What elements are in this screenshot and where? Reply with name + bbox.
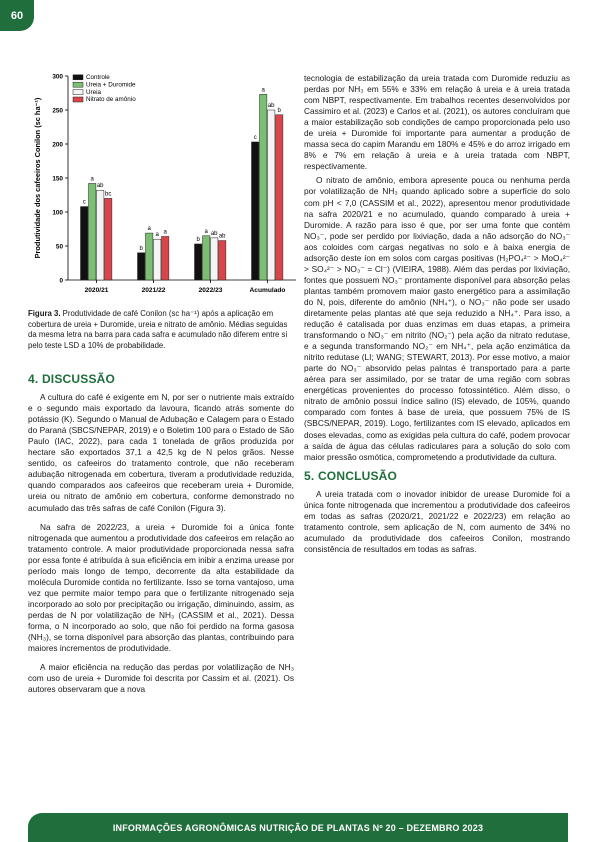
bar-letter: b (277, 107, 281, 114)
legend-label: Ureia + Duromide (86, 81, 136, 89)
x-tick-label: 2020/21 (84, 287, 109, 294)
y-axis-label: Produtividade dos cafeeiros Conilon (sc ha⁻¹) (33, 97, 42, 259)
caption-text: Produtividade de café Conilon (sc ha⁻¹) após a aplicação em cobertura de ureia + Duromide, ureia e nitrato de amônio. Médias seguidas da mesma letra na barra para cada safra e acumulado não diferem entre si pelo teste LSD a 10% de probabilidade. (28, 309, 288, 350)
bar-letter: ab (96, 183, 104, 190)
paragraph: A cultura do café é exigente em N, por ser o nutriente mais extraído e o segundo mais exportado da lavoura, ficando atrás somente do potássio (K). Segundo o Manual de Adubação e Calagem para o Estado do Paraná (SBCS/NEPAR, 2019) e o Boletim 100 para o Estado de São Paulo (IAC, 2022), para cada 1 tonelada de grãos produzida por hectare são exportados 37,1 a 42,5 kg de N pelos grãos. Nesse sentido, os cafeeiros do tratamento controle, que não receberam adubação nitrogenada em cobertura, tiveram a produtividade reduzida, quando comparados aos cafeeiros que receberam ureia + Duromide, ureia ou nitrato de amônio em cobertura, conforme demonstrado no acumulado das três safras de café Conilon (Figura 3). (28, 392, 294, 513)
bar-letter: b (196, 236, 200, 243)
paragraph: A maior eficiência na redução das perdas por volatilização de NH₃ com uso de ureia + Duromide foi descrita por Cassim et al. (2021). Os autores observaram que a nova (28, 662, 294, 695)
bar-letter: a (155, 232, 159, 239)
legend-label: Nitrato de amônio (86, 96, 136, 104)
bar-letter: bc (105, 191, 112, 198)
bar (219, 241, 226, 280)
y-tick-label: 150 (52, 175, 63, 183)
legend-label: Controle (86, 74, 110, 81)
y-tick-label: 50 (55, 243, 63, 251)
bar (81, 207, 88, 280)
bar (154, 239, 161, 280)
page-number: 60 (0, 0, 34, 31)
y-tick-label: 0 (59, 277, 63, 285)
bar (97, 190, 104, 280)
bar-letter: a (261, 87, 265, 94)
paragraph: A ureia tratada com o inovador inibidor de urease Duromide foi a única fonte nitrogenada que incrementou a produtividade dos cafeeiros em todas as safras (2020/21, 2021/22 e 2022/23) em relação ao tratamento controle, sem aplicação de N, com aumento de 34% no acumulado da produtividade dos cafeeiros Conilon, mostrando consistência de resultados em todas as safras. (304, 488, 570, 554)
bar (260, 94, 267, 280)
legend-swatch (73, 75, 83, 80)
bar (252, 142, 259, 280)
bar (162, 236, 169, 280)
bar (268, 110, 275, 280)
bar (203, 236, 210, 280)
legend-label: Ureia (86, 88, 102, 96)
bar-letter: ab (267, 103, 275, 109)
productivity-bar-chart (28, 66, 300, 300)
caption-label: Figura 3. (28, 309, 61, 318)
bar-letter: a (90, 176, 94, 183)
y-tick-label: 200 (52, 141, 63, 149)
bar-letter: a (147, 226, 151, 233)
bar (195, 244, 202, 280)
bar (89, 183, 96, 280)
bar-letter: c (253, 134, 257, 141)
figure-caption (28, 309, 290, 351)
x-tick-label: 2022/23 (198, 287, 223, 294)
x-tick-label: 2021/22 (141, 287, 166, 294)
y-tick-label: 100 (52, 209, 63, 217)
paragraph: O nitrato de amônio, embora apresente pouca ou nenhuma perda por volatilização de NH₃ quando aplicado sobre a superfície do solo com pH < 7,0 (CASSIM et al., 2022), apresentou menor produtividade na safra 2020/21 e no acumulado, quando comparado à ureia + Duromide. A razão para isso é que, por ser uma fonte que contém NO₃⁻, pode ser perdido por lixiviação, dada a não adsorção do NO₃⁻ aos coloides com cargas negativas no solo e à baixa energia de adsorção deste íon em solos com cargas positivas (H₂PO₄²⁻ > MoO₄²⁻ > SO₄²⁻ > NO₃⁻ = Cl⁻) (VIEIRA, 1988). Além das perdas por lixiviação, fontes que possuem NO₃⁻ prontamente disponível para absorção pelas plantas também promovem maior gasto energético para a assimilação do N, pois, diferente do amônio (NH₄⁺), o NO₃⁻ não pode ser usado diretamente pelas plantas até que seja reduzido a NH₄⁺. Para isso, a redução é catalisada por duas enzimas em duas etapas, a primeira transformando o NO₃⁻ em nitrito (NO₂⁻) pela ação da nitrato redutase, e a segunda transformando NO₂⁻ em NH₄⁺, pela ação enzimática da nitrito redutase (LI; WANG; STEWART, 2013). Por esse motivo, a maior parte do NO₃⁻ absorvido pelas palntas é transportado para a parte aérea para ser assimilado, por se tratar de uma região com sobras energéticas provenientes do processo fotossintético. Além disso, o nitrato de amônio possui índice salino (IS) elevado, de 105%, quando comparado com fontes à base de ureia, que possuem 75% de IS (SBCS/NEPAR, 2019). Logo, fertilizantes com IS elevado, aplicados em doses elevadas, como as exigidas pela cultura do café, podem provocar a saída de água das células radiculares para a solução do solo com maior pressão osmótica, comprometendo a produtividade da cultura. (304, 175, 570, 462)
bar (138, 253, 145, 280)
y-tick-label: 250 (52, 107, 63, 115)
x-tick-label: Acumulado (249, 287, 286, 294)
bar-letter: b (139, 245, 143, 252)
y-tick-label: 300 (52, 73, 63, 81)
legend-swatch (73, 90, 83, 95)
bar-letter: a (204, 228, 208, 235)
legend-swatch (73, 82, 83, 87)
bar (146, 233, 153, 280)
section-heading-discussion: 4. DISCUSSÃO (28, 372, 116, 386)
bar-letter: c (82, 199, 86, 206)
bar-letter: a (163, 229, 167, 236)
section-heading-conclusion: 5. CONCLUSÃO (304, 468, 398, 483)
right-column (304, 73, 570, 555)
footer-banner: INFORMAÇÕES AGRONÔMICAS NUTRIÇÃO DE PLANTAS Nº 20 – DEZEMBRO 2023 (28, 813, 568, 842)
left-column (28, 374, 294, 695)
paragraph: tecnologia de estabilização da ureia tratada com Duromide reduziu as perdas por NH₃ em 55% e 33% em relação à ureia e à ureia tratada com NBPT, respectivamente. Em trabalhos recentes desenvolvidos por Cassimiro et al. (2023) e Carlos et al. (2021), os autores concluíram que a maior estabilização sob condições de campo proporcionada pelo uso de ureia + Duromide foi importante para aumentar a produção de massa seca do capim Marandu em 180% e 45% e do arroz irrigado em 8% e 7% em relação à ureia e à ureia tratada com NBPT, respectivamente. (304, 73, 570, 172)
bar (276, 115, 283, 280)
bar (105, 198, 112, 280)
bar (211, 238, 218, 280)
bar-letter: ab (218, 233, 226, 240)
bar-letter: ab (210, 230, 218, 237)
paragraph: Na safra de 2022/23, a ureia + Duromide foi a única fonte nitrogenada que aumentou a produtividade dos cafeeiros em relação ao tratamento controle. A maior produtividade proporcionada nessa safra por essa fonte é atribuída à sua eficiência em inibir a enzima urease por período mais longo de tempo, decorrente da alta estabilidade da molécula Duromide contida no fertilizante. Isso se torna vantajoso, uma vez que permite maior tempo para que o fertilizante nitrogenado seja incorporado ao solo por precipitação ou irrigação, diminuindo, assim, as perdas de N por volatilização de NH₃ (CASSIM et al., 2021). Dessa forma, o N incorporado ao solo, que não foi perdido na forma gasosa (NH₃), se torna disponível para absorção das plantas, contribuindo para maiores incrementos de produtividade. (28, 521, 294, 654)
legend-swatch (73, 97, 83, 102)
